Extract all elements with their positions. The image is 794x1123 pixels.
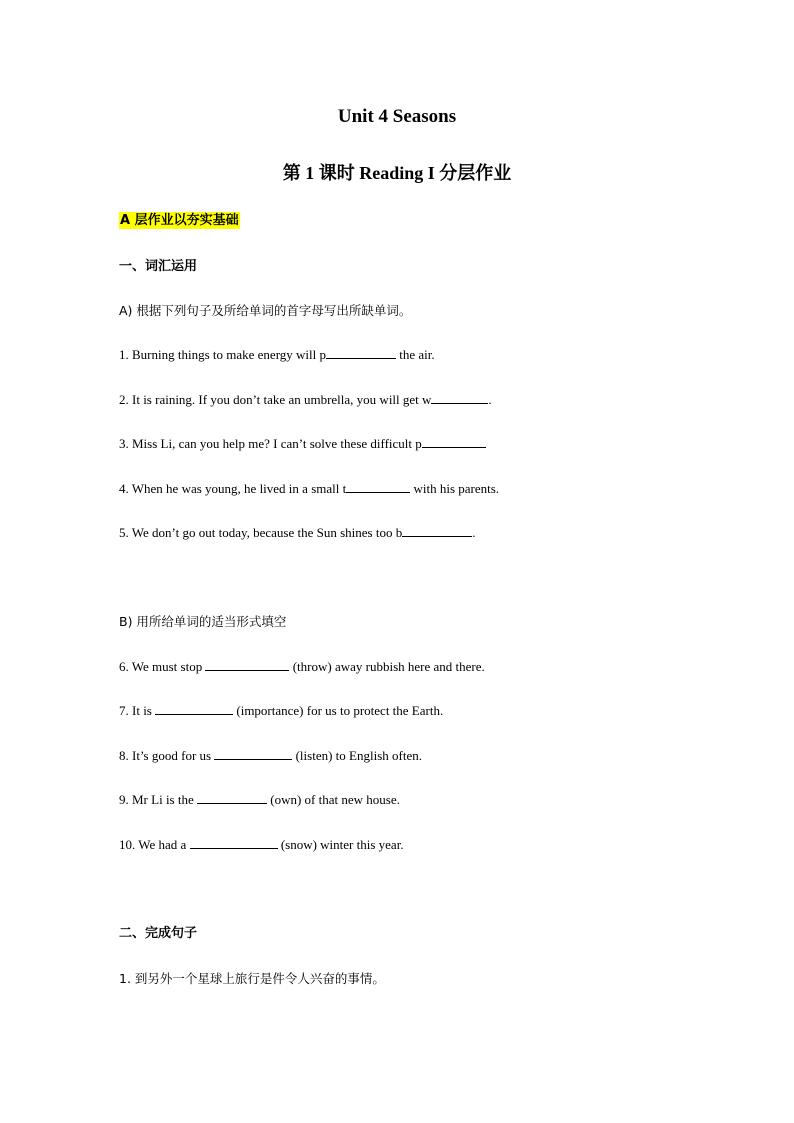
exercise-item-6 xyxy=(119,658,485,676)
item-text-before: 1. Burning things to make energy will p xyxy=(119,347,327,362)
item-text-before: 8. It’s good for us xyxy=(119,748,215,763)
item-text-before: 6. We must stop xyxy=(119,659,206,674)
item-text-before: 3. Miss Li, can you help me? I can’t solve these difficult p xyxy=(119,436,422,451)
exercise-item-1 xyxy=(119,346,435,364)
item-text-before: 4. When he was young, he lived in a small t xyxy=(119,481,347,496)
item-text-after: (own) of that new house. xyxy=(267,792,400,807)
exercise-item-5 xyxy=(119,524,475,542)
answer-blank[interactable] xyxy=(326,346,396,359)
answer-blank[interactable] xyxy=(190,836,278,849)
level-a-heading xyxy=(119,212,240,230)
item-text-after: (throw) away rubbish here and there. xyxy=(289,659,485,674)
item-text-before: 2. It is raining. If you don’t take an umbrella, you will get w xyxy=(119,392,432,407)
part-a-instruction: A) 根据下列句子及所给单词的首字母写出所缺单词。 xyxy=(119,303,412,318)
item-text-after: (importance) for us to protect the Earth. xyxy=(233,703,444,718)
exercise-item-4 xyxy=(119,480,499,498)
answer-blank[interactable] xyxy=(205,658,289,671)
exercise-item-7 xyxy=(119,702,443,720)
item-text-after: . xyxy=(472,525,476,540)
exercise-item-10 xyxy=(119,836,404,854)
item-text-before: 5. We don’t go out today, because the Sun shines too b xyxy=(119,525,403,540)
section1-heading: 一、词汇运用 xyxy=(119,259,198,274)
level-a-highlight: A 层作业以夯实基础 xyxy=(120,213,239,228)
exercise-item-3 xyxy=(119,435,486,453)
answer-blank[interactable] xyxy=(422,435,486,448)
item-text-after: (listen) to English often. xyxy=(292,748,422,763)
item-text-before: 10. We had a xyxy=(119,837,190,852)
part-b-instruction: B) 用所给单词的适当形式填空 xyxy=(119,614,287,629)
item-text-after: . xyxy=(488,392,492,407)
answer-blank[interactable] xyxy=(402,524,472,537)
lesson-subtitle: 第 1 课时 Reading I 分层作业 xyxy=(282,163,512,183)
exercise-item-2 xyxy=(119,391,492,409)
exercise-item-8 xyxy=(119,747,422,765)
section2-heading: 二、完成句子 xyxy=(119,926,198,941)
item-text-before: 7. It is xyxy=(119,703,156,718)
answer-blank[interactable] xyxy=(155,702,233,715)
answer-blank[interactable] xyxy=(346,480,410,493)
answer-blank[interactable] xyxy=(431,391,488,404)
item-text-after: the air. xyxy=(396,347,435,362)
item-text-after: (snow) winter this year. xyxy=(277,837,404,852)
page-title: Unit 4 Seasons xyxy=(337,106,457,127)
answer-blank[interactable] xyxy=(214,747,292,760)
translation-item-1: 1. 到另外一个星球上旅行是件令人兴奋的事情。 xyxy=(119,971,385,986)
item-text-before: 9. Mr Li is the xyxy=(119,792,197,807)
item-text-after: with his parents. xyxy=(410,481,500,496)
answer-blank[interactable] xyxy=(197,791,267,804)
exercise-item-9 xyxy=(119,791,400,809)
